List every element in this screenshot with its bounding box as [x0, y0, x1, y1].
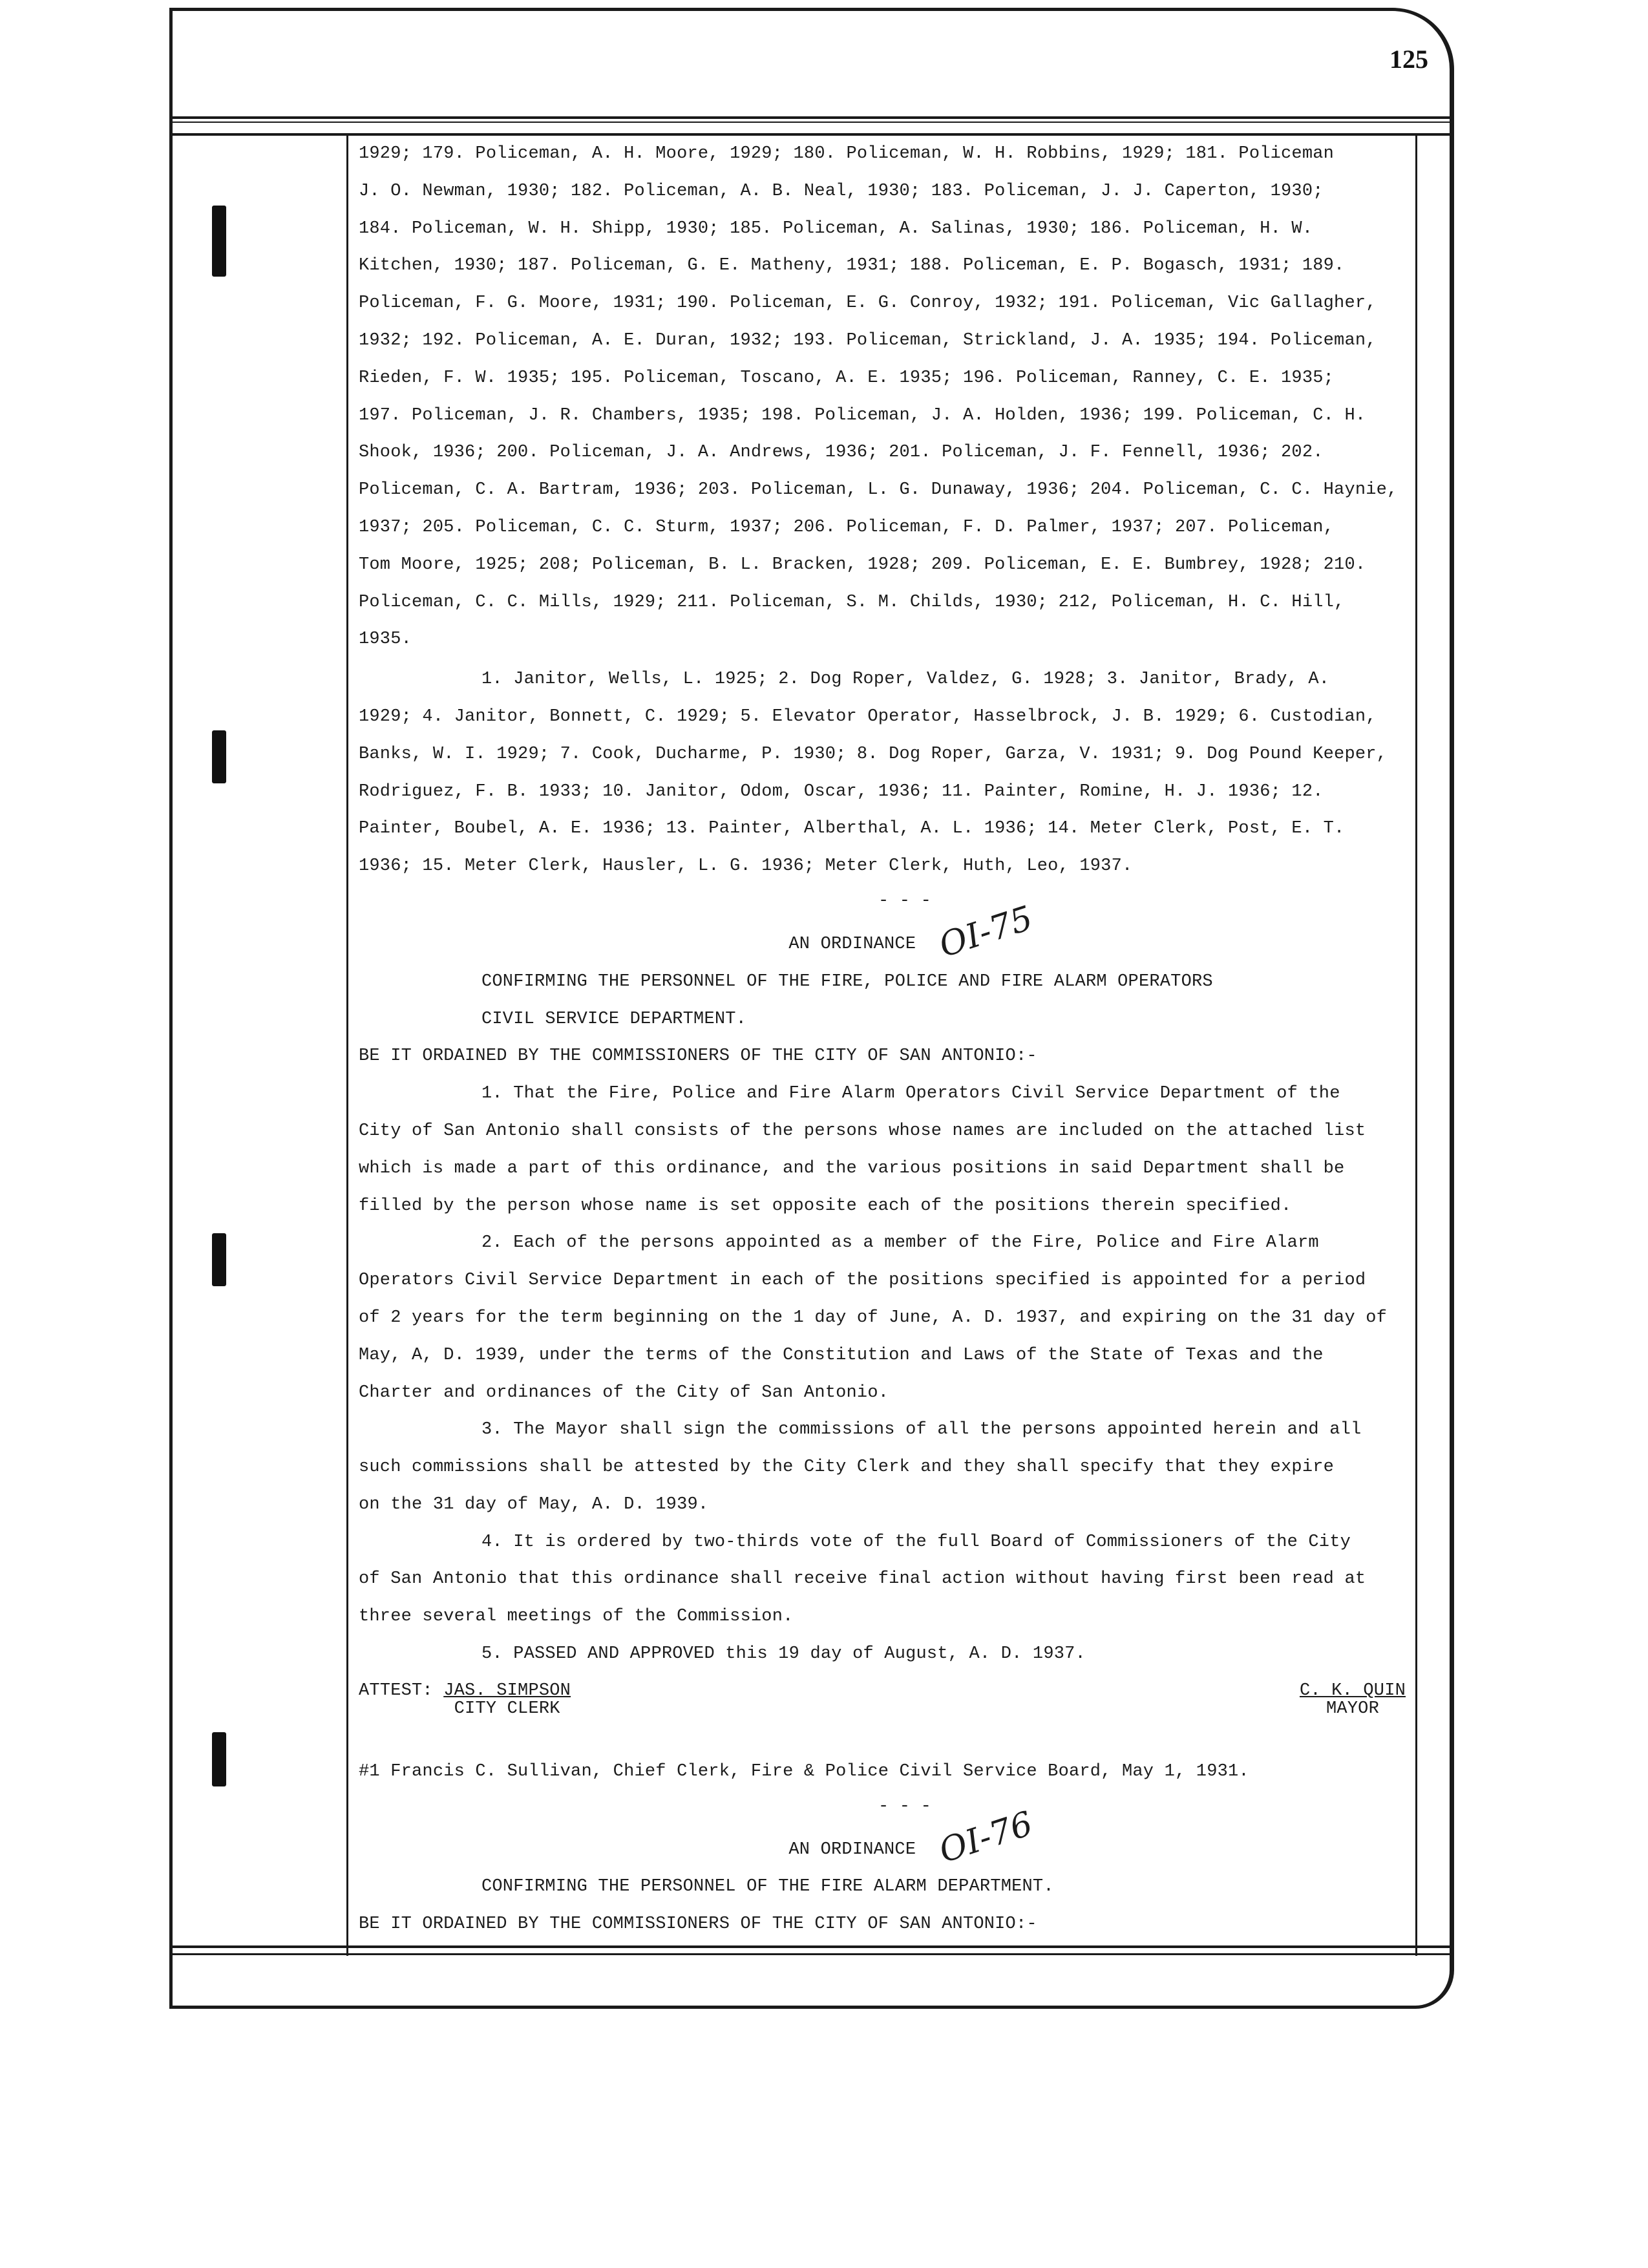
ordinance-title-2: AN ORDINANCE	[788, 1839, 916, 1860]
enacting-clause-2: BE IT ORDAINED BY THE COMMISSIONERS OF THE CITY OF SAN ANTONIO:-	[359, 1914, 1037, 1934]
attest-label: ATTEST:	[359, 1680, 433, 1701]
footnote: #1 Francis C. Sullivan, Chief Clerk, Fire & Police Civil Service Board, May 1, 1931.	[359, 1761, 1249, 1781]
footer-rule-bottom	[169, 1953, 1454, 1955]
ordinance-section-5: 5. PASSED AND APPROVED this 19 day of August, A. D. 1937.	[481, 1644, 1086, 1664]
footer-rule-top	[169, 1945, 1454, 1948]
ordinance-subject-line-2: CIVIL SERVICE DEPARTMENT.	[481, 1009, 747, 1029]
policemen-roster: 1929; 179. Policeman, A. H. Moore, 1929; 180. Policeman, W. H. Robbins, 1929; 181. Policeman J. O. Newman, 1930; 182. Policeman, A. B. Neal, 1930; 183. Policeman, J. J. Caperton, 1930; 184. Policeman, W. H. Shipp, 1930; 185. Policeman, A. Salinas, 1930; 186. Policeman, H. W. Kitchen, 1930; 187. Policeman, G. E. Matheny, 1931; 188. Policeman, E. P. Bogasch, 1931; 189. Policeman, F. G. Moore, 1931; 190. Policeman, E. G. Conroy, 1932; 191. Policeman, Vic Gallagher, 1932; 192. Policeman, A. E. Duran, 1932; 193. Policeman, Strickland, J. A. 1935; 194. Policeman, Rieden, F. W. 1935; 195. Policeman, Toscano, A. E. 1935; 196. Policeman, Ranney, C. E. 1935; 197. Policeman, J. R. Chambers, 1935; 198. Policeman, J. A. Holden, 1936; 199. Policeman, C. H. Shook, 1936; 200. Policeman, J. A. Andrews, 1936; 201. Policeman, J. F. Fennell, 1936; 202. Policeman, C. A. Bartram, 1936; 203. Policeman, L. G. Dunaway, 1936; 204. Policeman, C. C. Haynie, 1937; 205. Policeman, C. C. Sturm, 1937; 206. Policeman, F. D. Palmer, 1937; 207. Policeman, Tom Moore, 1925; 208; Policeman, B. L. Bracken, 1928; 209. Policeman, E. E. Bumbrey, 1928; 210. Policeman, C. C. Mills, 1929; 211. Policeman, S. M. Childs, 1930; 212, Policeman, H. C. Hill, 1935.	[359, 144, 1398, 650]
binder-mark-1	[212, 206, 226, 277]
signature-block	[359, 1681, 1425, 1717]
ordinance-number-handwritten: OI-75	[934, 898, 1037, 966]
ordinance-2-subject: CONFIRMING THE PERSONNEL OF THE FIRE ALARM DEPARTMENT.	[481, 1877, 1054, 1897]
binder-mark-4	[212, 1732, 226, 1786]
binder-mark-2	[212, 730, 226, 783]
separator-2: - - -	[878, 1796, 931, 1816]
ordinance-title: AN ORDINANCE	[788, 934, 916, 954]
ordinance-heading-2	[359, 1804, 1425, 1871]
ordinance-section-3: 3. The Mayor shall sign the commissions of all the persons appointed herein and all such commissions shall be attested by the City Clerk and they shall specify that they expire on the 31 day of May, A. D. 1939.	[359, 1420, 1362, 1514]
ordinance-number-handwritten-2: OI-76	[934, 1804, 1037, 1871]
header-rule-mid	[169, 122, 1454, 123]
ordinance-heading	[359, 898, 1425, 966]
clerk-title: CITY CLERK	[454, 1699, 560, 1719]
ordinance-subject-line-1: CONFIRMING THE PERSONNEL OF THE FIRE, POLICE AND FIRE ALARM OPERATORS	[481, 971, 1213, 991]
mayor-title: MAYOR	[1326, 1699, 1379, 1719]
clerk-signature	[443, 1681, 571, 1717]
attest-signature	[359, 1681, 571, 1717]
clerk-name: JAS. SIMPSON	[443, 1680, 571, 1701]
ordinance-section-2: 2. Each of the persons appointed as a member of the Fire, Police and Fire Alarm Operators Civil Service Department in each of the positions specified is appointed for a period of 2 years for the term beginning on the 1 day of June, A. D. 1937, and expiring on the 31 day of May, A, D. 1939, under the terms of the Constitution and Laws of the State of Texas and the Charter and ordinances of the City of San Antonio.	[359, 1233, 1388, 1403]
header-rule-top	[169, 116, 1454, 119]
binder-mark-3	[212, 1233, 226, 1286]
left-margin-rule	[346, 133, 348, 1956]
page-number: 125	[1389, 45, 1428, 74]
ordinance-section-4: 4. It is ordered by two-thirds vote of the full Board of Commissioners of the City of San Antonio that this ordinance shall receive final action without having first been read at three several meetings of the Commission.	[359, 1532, 1366, 1627]
page-body	[359, 136, 1425, 1944]
enacting-clause: BE IT ORDAINED BY THE COMMISSIONERS OF THE CITY OF SAN ANTONIO:-	[359, 1046, 1037, 1066]
other-personnel-roster: 1. Janitor, Wells, L. 1925; 2. Dog Roper, Valdez, G. 1928; 3. Janitor, Brady, A. 1929; 4. Janitor, Bonnett, C. 1929; 5. Elevator Operator, Hasselbrock, J. B. 1929; 6. Custodian, Banks, W. I. 1929; 7. Cook, Ducharme, P. 1930; 8. Dog Roper, Garza, V. 1931; 9. Dog Pound Keeper, Rodriguez, F. B. 1933; 10. Janitor, Odom, Oscar, 1936; 11. Painter, Romine, H. J. 1936; 12. Painter, Boubel, A. E. 1936; 13. Painter, Alberthal, A. L. 1936; 14. Meter Clerk, Post, E. T. 1936; 15. Meter Clerk, Hausler, L. G. 1936; Meter Clerk, Huth, Leo, 1937.	[359, 670, 1388, 876]
mayor-name: C. K. QUIN	[1299, 1680, 1406, 1701]
separator: - - -	[878, 891, 931, 911]
mayor-signature	[1300, 1681, 1406, 1717]
ordinance-section-1: 1. That the Fire, Police and Fire Alarm Operators Civil Service Department of the City of San Antonio shall consists of the persons whose names are included on the attached list which is made a part of this ordinance, and the various positions in said Department shall be filled by the person whose name is set opposite each of the positions therein specified.	[359, 1084, 1366, 1216]
